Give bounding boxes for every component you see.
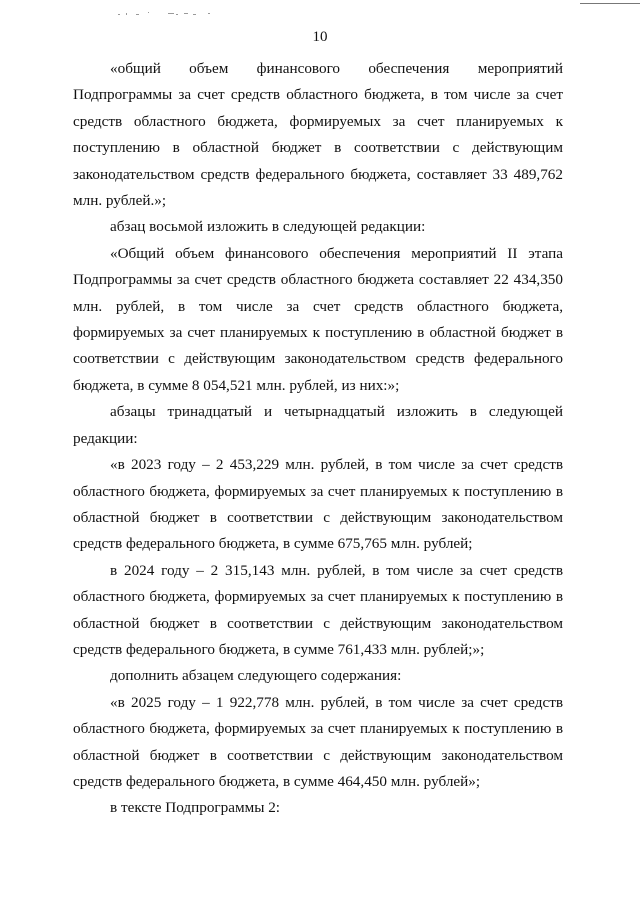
- body-text: [73, 56, 563, 822]
- paragraph-year-2024: в 2024 году – 2 315,143 млн. рублей, в том числе за счет средств областного бюджета, формируемых за счет планируемых к поступлению в областной бюджет в соответствии с действующим законодательством средств федерального бюджета, в сумме 761,433 млн. рублей;»;: [73, 561, 563, 658]
- paragraph-year-2025: «в 2025 году – 1 922,778 млн. рублей, в том числе за счет средств областного бюджета, формируемых за счет планируемых к поступлению в областной бюджет в соответствии с действующим законодательством средств федерального бюджета, в сумме 464,450 млн. рублей»;: [73, 693, 563, 790]
- paragraph-subprogram-two-text: в тексте Подпрограммы 2:: [110, 799, 281, 817]
- scan-noise-mark: [118, 11, 233, 17]
- paragraph-year-2023: «в 2023 году – 2 453,229 млн. рублей, в том числе за счет средств областного бюджета, формируемых за счет планируемых к поступлению в областной бюджет в соответствии с действующим законодательством средств федерального бюджета, в сумме 675,765 млн. рублей;: [73, 456, 563, 553]
- paragraph-total-financing-quote: «общий объем финансового обеспечения мероприятий Подпрограммы за счет средств областного бюджета, в том числе за счет средств областного бюджета, формируемых за счет планируемых к поступлению в областной бюджет в соответствии с действующим законодательством средств федерального бюджета, составляет 33 489,762 млн. рублей.»;: [73, 60, 563, 210]
- paragraph-instruction-thirteenth-fourteenth: абзацы тринадцатый и четырнадцатый изложить в следующей редакции:: [73, 403, 563, 447]
- paragraph-instruction-eighth: абзац восьмой изложить в следующей редакции:: [110, 218, 426, 236]
- scan-edge-rule: [580, 0, 640, 4]
- paragraph-instruction-add: дополнить абзацем следующего содержания:: [110, 667, 402, 685]
- paragraph-stage-two-financing: «Общий объем финансового обеспечения мероприятий II этапа Подпрограммы за счет средств областного бюджета составляет 22 434,350 млн. рублей, в том числе за счет средств областного бюджета, формируемых за счет планируемых к поступлению в областной бюджет в соответствии с действующим законодательством средств федерального бюджета, в сумме 8 054,521 млн. рублей, из них:»;: [73, 244, 563, 394]
- page-number: 10: [312, 29, 328, 45]
